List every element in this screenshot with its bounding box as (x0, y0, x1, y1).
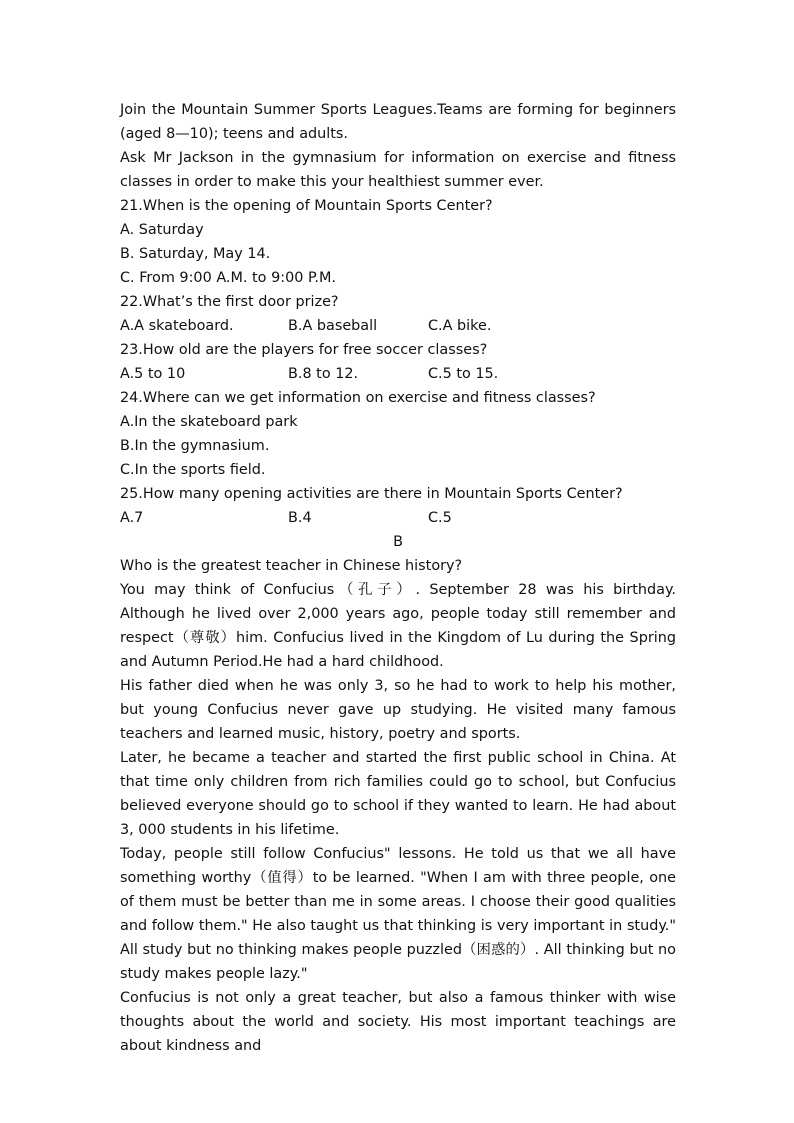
question-24-option-a: A.In the skateboard park (120, 414, 298, 430)
question-22-option-a: A.A skateboard. (120, 318, 234, 334)
question-21-option-c: C. From 9:00 A.M. to 9:00 P.M. (120, 270, 336, 286)
question-23-stem: 23.How old are the players for free soccer classes? (120, 342, 488, 358)
passage-paragraph-2: You may think of Confucius（孔子）. September 28 was his birthday. Although he lived over 2,000 years ago, people today still remember and respect（尊敬）him. Confucius lived in the Kingdom of Lu during the Spring and Autumn Period.He had a hard childhood. (120, 582, 676, 670)
question-22-stem: 22.What’s the first door prize? (120, 294, 339, 310)
question-22-options (120, 314, 676, 338)
question-25-option-b: B.4 (288, 510, 312, 526)
question-21-option-b: B. Saturday, May 14. (120, 246, 271, 262)
passage-paragraph-3: His father died when he was only 3, so he had to work to help his mother, but young Confucius never gave up studying. He visited many famous teachers and learned music, history, poetry and sports. (120, 678, 676, 742)
question-21-option-a: A. Saturday (120, 222, 204, 238)
question-25-option-c: C.5 (428, 510, 452, 526)
question-24-option-b: B.In the gymnasium. (120, 438, 270, 454)
question-23-option-b: B.8 to 12. (288, 366, 359, 382)
passage-paragraph-1: Who is the greatest teacher in Chinese history? (120, 558, 463, 574)
passage-paragraph-4: Later, he became a teacher and started the first public school in China. At that time only children from rich families could go to school, but Confucius believed everyone should go to school if they wanted to learn. He had about 3, 000 students in his lifetime. (120, 750, 676, 838)
document-page (120, 98, 676, 1058)
intro-paragraph-1: Join the Mountain Summer Sports Leagues.Teams are forming for beginners (aged 8—10); teens and adults. (120, 102, 676, 142)
passage-paragraph-5: Today, people still follow Confucius" lessons. He told us that we all have something worthy（值得）to be learned. "When I am with three people, one of them must be better than me in some areas. I choose their good qualities and follow them." He also taught us that thinking is very important in study." All study but no thinking makes people puzzled（困惑的）. All thinking but no study makes people lazy." (120, 846, 676, 982)
question-23-option-a: A.5 to 10 (120, 366, 186, 382)
question-25-options (120, 506, 676, 530)
question-24-option-c: C.In the sports field. (120, 462, 266, 478)
question-21-stem: 21.When is the opening of Mountain Sports Center? (120, 198, 493, 214)
passage-paragraph-6: Confucius is not only a great teacher, but also a famous thinker with wise thoughts about the world and society. His most important teachings are about kindness and (120, 990, 676, 1054)
question-23-options (120, 362, 676, 386)
question-23-option-c: C.5 to 15. (428, 366, 499, 382)
intro-paragraph-2: Ask Mr Jackson in the gymnasium for information on exercise and fitness classes in order to make this your healthiest summer ever. (120, 150, 676, 190)
question-22-option-b: B.A baseball (288, 318, 378, 334)
question-22-option-c: C.A bike. (428, 318, 492, 334)
question-24-stem: 24.Where can we get information on exercise and fitness classes? (120, 390, 596, 406)
section-b-heading: B (393, 534, 403, 550)
question-25-option-a: A.7 (120, 510, 144, 526)
question-25-stem: 25.How many opening activities are there in Mountain Sports Center? (120, 486, 623, 502)
